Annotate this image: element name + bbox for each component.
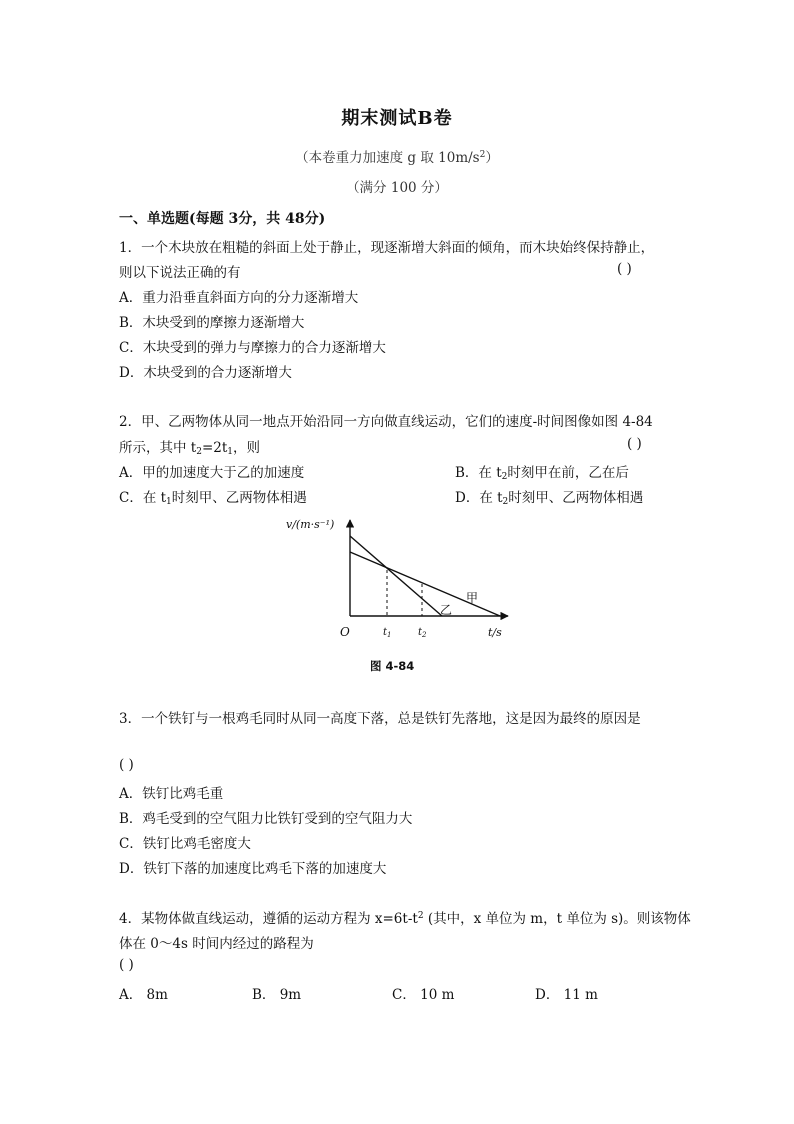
q2-option-b-s: 2 (501, 472, 508, 482)
t1-label (383, 627, 392, 639)
q2-option-d (455, 486, 643, 507)
q4-option-a: A． 8m (119, 987, 168, 1003)
t1-label-sub: 1 (387, 631, 392, 639)
q1-option-a: A．重力沿垂直斜面方向的分力逐渐增大 (119, 290, 359, 306)
q4-line-1-sup: 2 (417, 911, 424, 921)
t2-label-sub: 2 (422, 631, 427, 639)
gravity-note-prefix: （本卷重力加速度 g 取 10m/s (295, 150, 480, 166)
q2-line-2-s2: 1 (227, 447, 234, 457)
q2-option-d-b: 时刻甲、乙两物体相遇 (508, 490, 644, 506)
q2-option-d-a: D．在 t (455, 490, 503, 506)
q4-line-1-b: (其中，x 单位为 m，t 单位为 s)。则该物体 (423, 911, 691, 927)
q2-line-2-c: ，则 (233, 440, 261, 456)
q2-option-c (119, 486, 307, 507)
q2-line-1: 2．甲、乙两物体从同一地点开始沿同一方向做直线运动，它们的速度-时间图像如图 4-84 (119, 414, 653, 430)
gravity-note-suffix: ） (485, 150, 499, 166)
velocity-time-graph (280, 512, 520, 647)
q3-answer-blank: ( ) (119, 757, 134, 773)
q3-option-b: B．鸡毛受到的空气阻力比铁钉受到的空气阻力大 (119, 811, 413, 827)
q2-option-c-b: 时刻甲、乙两物体相遇 (171, 490, 307, 506)
q1-answer-blank: ( ) (617, 261, 632, 277)
q4-option-b: B． 9m (252, 987, 302, 1003)
q1-line-2: 则以下说法正确的有 (119, 265, 241, 281)
q2-option-c-s: 1 (166, 497, 172, 507)
x-axis-label: t/s (488, 626, 502, 639)
t2-label-t: t (418, 627, 423, 638)
q4-option-d: D． 11 m (535, 987, 598, 1003)
q2-option-b-b: 时刻甲在前，乙在后 (507, 465, 629, 481)
q2-option-b (455, 461, 629, 482)
q3-option-a: A．铁钉比鸡毛重 (119, 786, 224, 802)
page-title: 期末测试B卷 (341, 108, 453, 129)
origin-label: O (340, 625, 350, 639)
full-score: （满分 100 分） (346, 180, 448, 196)
figure-caption: 图 4-84 (370, 659, 415, 673)
q3-line-1: 3．一个铁钉与一根鸡毛同时从同一高度下落，总是铁钉先落地，这是因为最终的原因是 (119, 711, 641, 727)
gravity-note (0, 146, 794, 166)
q2-line-2-a: 所示，其中 t (119, 440, 197, 456)
q4-line-2: 体在 0～4s 时间内经过的路程为 (119, 936, 314, 952)
q2-option-c-a: C．在 t (119, 490, 167, 506)
q3-option-c: C．铁钉比鸡毛密度大 (119, 836, 251, 852)
q2-line-2-s1: 2 (196, 447, 202, 457)
q1-line-1: 1．一个木块放在粗糙的斜面上处于静止，现逐渐增大斜面的倾角，而木块始终保持静止， (119, 240, 655, 256)
q3-option-d: D．铁钉下落的加速度比鸡毛下落的加速度大 (119, 861, 387, 877)
t2-label (418, 627, 427, 639)
q2-option-b-a: B．在 t (455, 465, 502, 481)
q1-option-c: C．木块受到的弹力与摩擦力的合力逐渐增大 (119, 340, 386, 356)
q1-option-b: B．木块受到的摩擦力逐渐增大 (119, 315, 305, 331)
line-jia (350, 552, 500, 616)
q2-answer-blank: ( ) (627, 436, 642, 452)
line-yi (350, 536, 442, 616)
section-heading: 一、单选题(每题 3分，共 48分) (119, 211, 326, 227)
q4-option-c: C． 10 m (392, 987, 455, 1003)
q4-line-1 (119, 907, 691, 927)
t1-label-t: t (383, 627, 388, 638)
y-axis-label: v/(m·s⁻¹) (286, 518, 335, 531)
jia-label: 甲 (466, 591, 479, 605)
q2-option-a: A．甲的加速度大于乙的加速度 (119, 465, 305, 481)
q2-option-d-s: 2 (502, 497, 509, 507)
q4-answer-blank: ( ) (119, 957, 134, 973)
gravity-note-sup: 2 (479, 150, 486, 160)
q4-line-1-a: 4．某物体做直线运动，遵循的运动方程为 x=6t-t (119, 911, 418, 927)
q2-line-2 (119, 436, 260, 457)
q1-option-d: D．木块受到的合力逐渐增大 (119, 365, 292, 381)
yi-label: 乙 (440, 603, 453, 617)
q2-line-2-b: =2t (201, 440, 228, 456)
